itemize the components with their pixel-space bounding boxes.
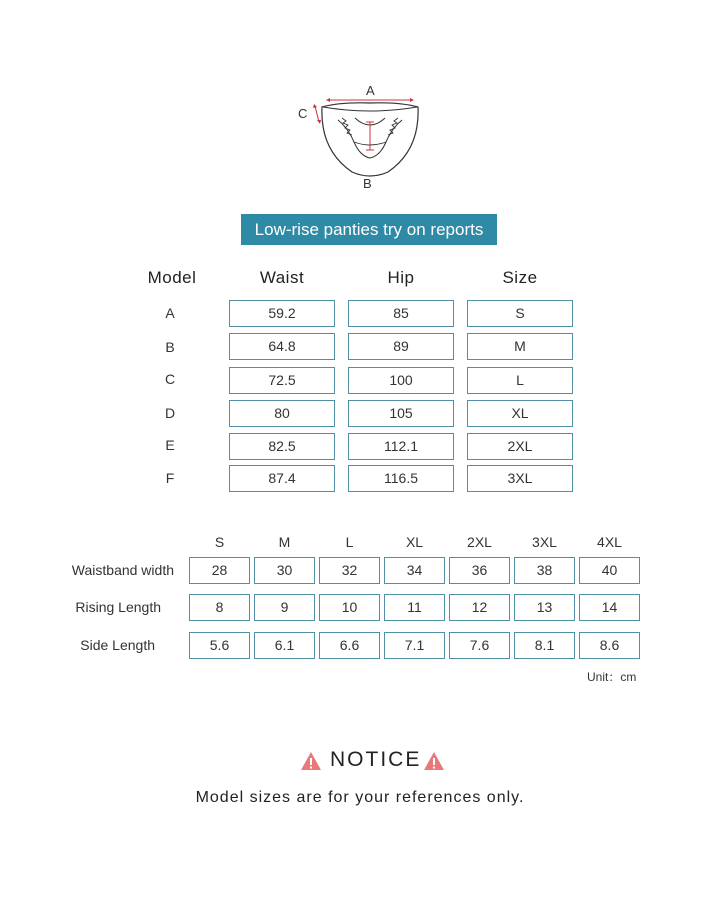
report-title-banner: Low-rise panties try on reports: [241, 214, 497, 245]
waist-cell: 82.5: [229, 433, 335, 460]
model-label: B: [165, 339, 175, 355]
size-cell: XL: [467, 400, 573, 427]
size-header: 3XL: [532, 534, 557, 550]
waistband-cell: 40: [579, 557, 640, 584]
side-cell: 8.6: [579, 632, 640, 659]
waistband-cell: 36: [449, 557, 510, 584]
waist-cell: 64.8: [229, 333, 335, 360]
waist-cell: 80: [229, 400, 335, 427]
waist-cell: 87.4: [229, 465, 335, 492]
model-label: A: [165, 305, 175, 321]
header-waist: Waist: [259, 268, 305, 287]
rising-cell: 11: [384, 594, 445, 621]
hip-cell: 85: [348, 300, 454, 327]
model-label: F: [165, 470, 175, 486]
diagram-label-c: C: [298, 106, 308, 121]
side-cell: 7.1: [384, 632, 445, 659]
waistband-cell: 32: [319, 557, 380, 584]
rising-length-label: Rising Length: [75, 599, 161, 615]
size-cell: M: [467, 333, 573, 360]
size-header: 4XL: [597, 534, 622, 550]
rising-cell: 8: [189, 594, 250, 621]
size-header: 2XL: [467, 534, 492, 550]
rising-cell: 10: [319, 594, 380, 621]
model-label: C: [164, 371, 176, 387]
side-cell: 7.6: [449, 632, 510, 659]
hip-cell: 105: [348, 400, 454, 427]
notice-text: Model sizes are for your references only.: [195, 789, 525, 806]
rising-cell: 9: [254, 594, 315, 621]
warning-icon: [423, 751, 445, 771]
rising-cell: 12: [449, 594, 510, 621]
size-header: S: [214, 534, 225, 550]
hip-cell: 100: [348, 367, 454, 394]
side-cell: 8.1: [514, 632, 575, 659]
size-cell: 3XL: [467, 465, 573, 492]
header-size: Size: [502, 268, 538, 287]
side-cell: 5.6: [189, 632, 250, 659]
side-cell: 6.6: [319, 632, 380, 659]
side-length-label: Side Length: [80, 637, 155, 653]
panties-outline-icon: [290, 80, 430, 195]
header-model: Model: [147, 268, 197, 287]
hip-cell: 89: [348, 333, 454, 360]
model-label: E: [165, 437, 175, 453]
waist-cell: 72.5: [229, 367, 335, 394]
hip-cell: 112.1: [348, 433, 454, 460]
waistband-cell: 28: [189, 557, 250, 584]
size-cell: 2XL: [467, 433, 573, 460]
waistband-cell: 30: [254, 557, 315, 584]
waistband-cell: 38: [514, 557, 575, 584]
waistband-cell: 34: [384, 557, 445, 584]
size-header: XL: [405, 534, 424, 550]
waist-cell: 59.2: [229, 300, 335, 327]
warning-icon: [300, 751, 322, 771]
size-header: M: [278, 534, 291, 550]
rising-cell: 14: [579, 594, 640, 621]
notice-title: NOTICE: [330, 748, 422, 771]
size-cell: L: [467, 367, 573, 394]
size-cell: S: [467, 300, 573, 327]
header-hip: Hip: [387, 268, 415, 287]
diagram-label-b: B: [363, 176, 372, 191]
size-header: L: [345, 534, 354, 550]
waistband-width-label: Waistband width: [71, 562, 174, 578]
panties-measurement-diagram: [290, 80, 430, 195]
diagram-label-a: A: [366, 83, 375, 98]
unit-label: Unit：cm: [587, 670, 637, 684]
side-cell: 6.1: [254, 632, 315, 659]
model-label: D: [164, 405, 176, 421]
hip-cell: 116.5: [348, 465, 454, 492]
rising-cell: 13: [514, 594, 575, 621]
